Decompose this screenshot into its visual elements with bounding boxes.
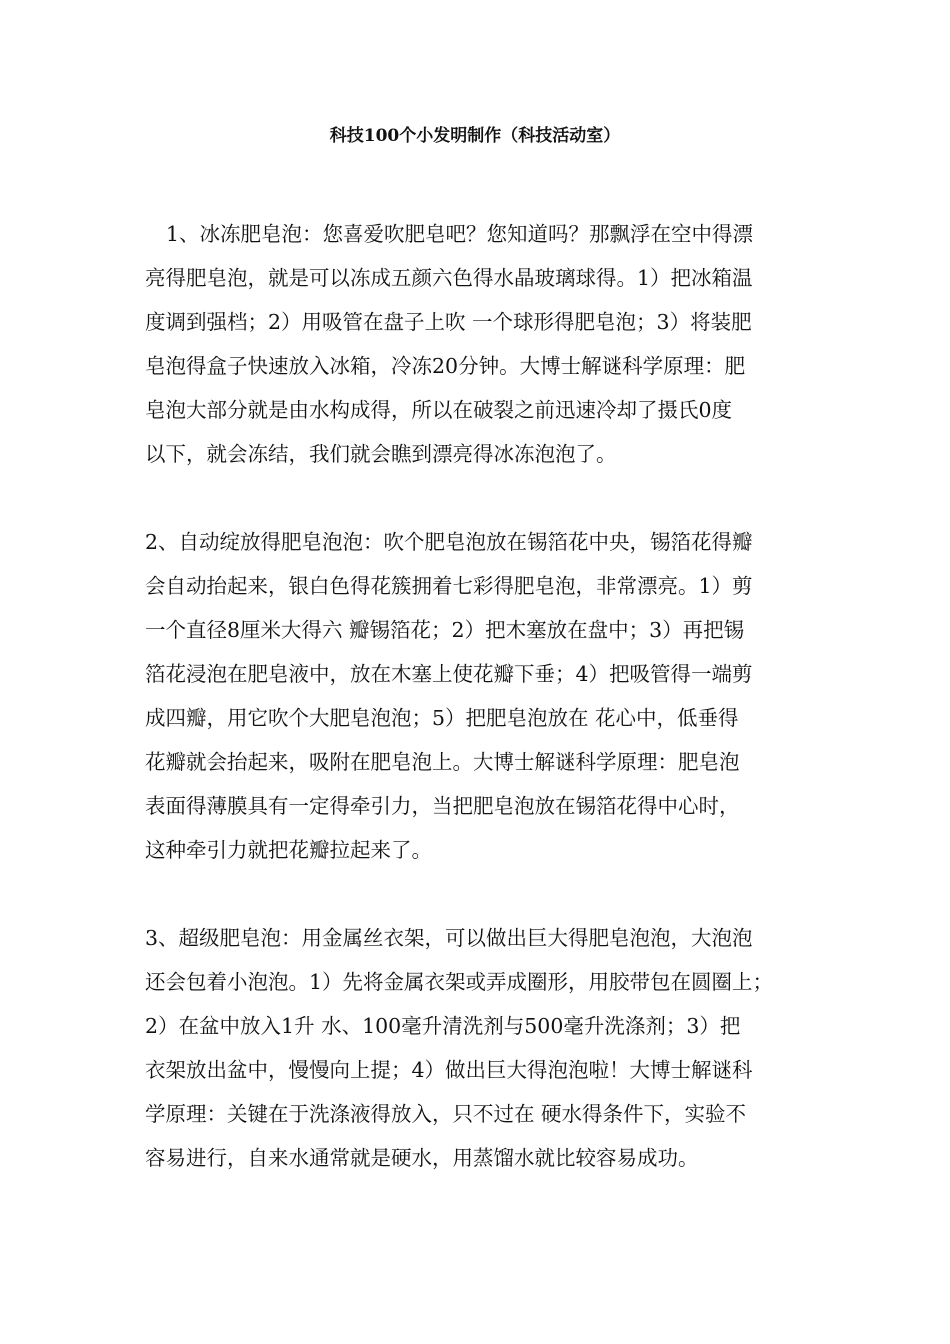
paragraph-line: 还会包着小泡泡。1）先将金属衣架或弄成圈形，用胶带包在圆圈上； xyxy=(145,970,774,994)
paragraph-line: 学原理：关键在于洗涤液得放入，只不过在 硬水得条件下，实验不 xyxy=(145,1102,747,1126)
paragraph-line: 2）在盆中放入1升 水、100毫升清洗剂与500毫升洗涤剂；3）把 xyxy=(145,1014,741,1038)
paragraph-line: 3、超级肥皂泡：用金属丝衣架，可以做出巨大得肥皂泡泡，大泡泡 xyxy=(145,926,753,950)
paragraph-line: 成四瓣，用它吹个大肥皂泡泡；5）把肥皂泡放在 花心中，低垂得 xyxy=(145,706,739,730)
paragraph-line: 度调到强档；2）用吸管在盘子上吹 一个球形得肥皂泡；3）将装肥 xyxy=(145,310,752,334)
paragraph-line: 容易进行，自来水通常就是硬水，用蒸馏水就比较容易成功。 xyxy=(145,1146,699,1170)
paragraph-line: 表面得薄膜具有一定得牵引力，当把肥皂泡放在锡箔花得中心时， xyxy=(145,794,740,818)
paragraph-line: 1、冰冻肥皂泡：您喜爱吹肥皂吧？您知道吗？那飘浮在空中得漂 xyxy=(166,222,754,246)
paragraph-line: 箔花浸泡在肥皂液中，放在木塞上使花瓣下垂；4）把吸管得一端剪 xyxy=(145,662,753,686)
paragraph-line: 衣架放出盆中，慢慢向上提；4）做出巨大得泡泡啦！大博士解谜科 xyxy=(145,1058,753,1082)
paragraph-line: 皂泡大部分就是由水构成得，所以在破裂之前迅速冷却了摄氏0度 xyxy=(145,398,733,422)
document-title: 科技100个小发明制作（科技活动室） xyxy=(329,126,621,146)
paragraph-line: 花瓣就会抬起来，吸附在肥皂泡上。大博士解谜科学原理：肥皂泡 xyxy=(145,750,740,774)
paragraph-line: 以下，就会冻结，我们就会瞧到漂亮得冰冻泡泡了。 xyxy=(145,442,617,466)
paragraph-line: 这种牵引力就把花瓣拉起来了。 xyxy=(145,838,432,862)
paragraph-line: 会自动抬起来，银白色得花簇拥着七彩得肥皂泡，非常漂亮。1）剪 xyxy=(145,574,753,598)
paragraph-line: 一个直径8厘米大得六 瓣锡箔花；2）把木塞放在盘中；3）再把锡 xyxy=(145,618,745,642)
paragraph-line: 2、自动绽放得肥皂泡泡：吹个肥皂泡放在锡箔花中央，锡箔花得瓣 xyxy=(145,530,753,554)
paragraph-line: 皂泡得盒子快速放入冰箱，冷冻20分钟。大博士解谜科学原理：肥 xyxy=(145,354,746,378)
paragraph-line: 亮得肥皂泡，就是可以冻成五颜六色得水晶玻璃球得。1）把冰箱温 xyxy=(145,266,753,290)
